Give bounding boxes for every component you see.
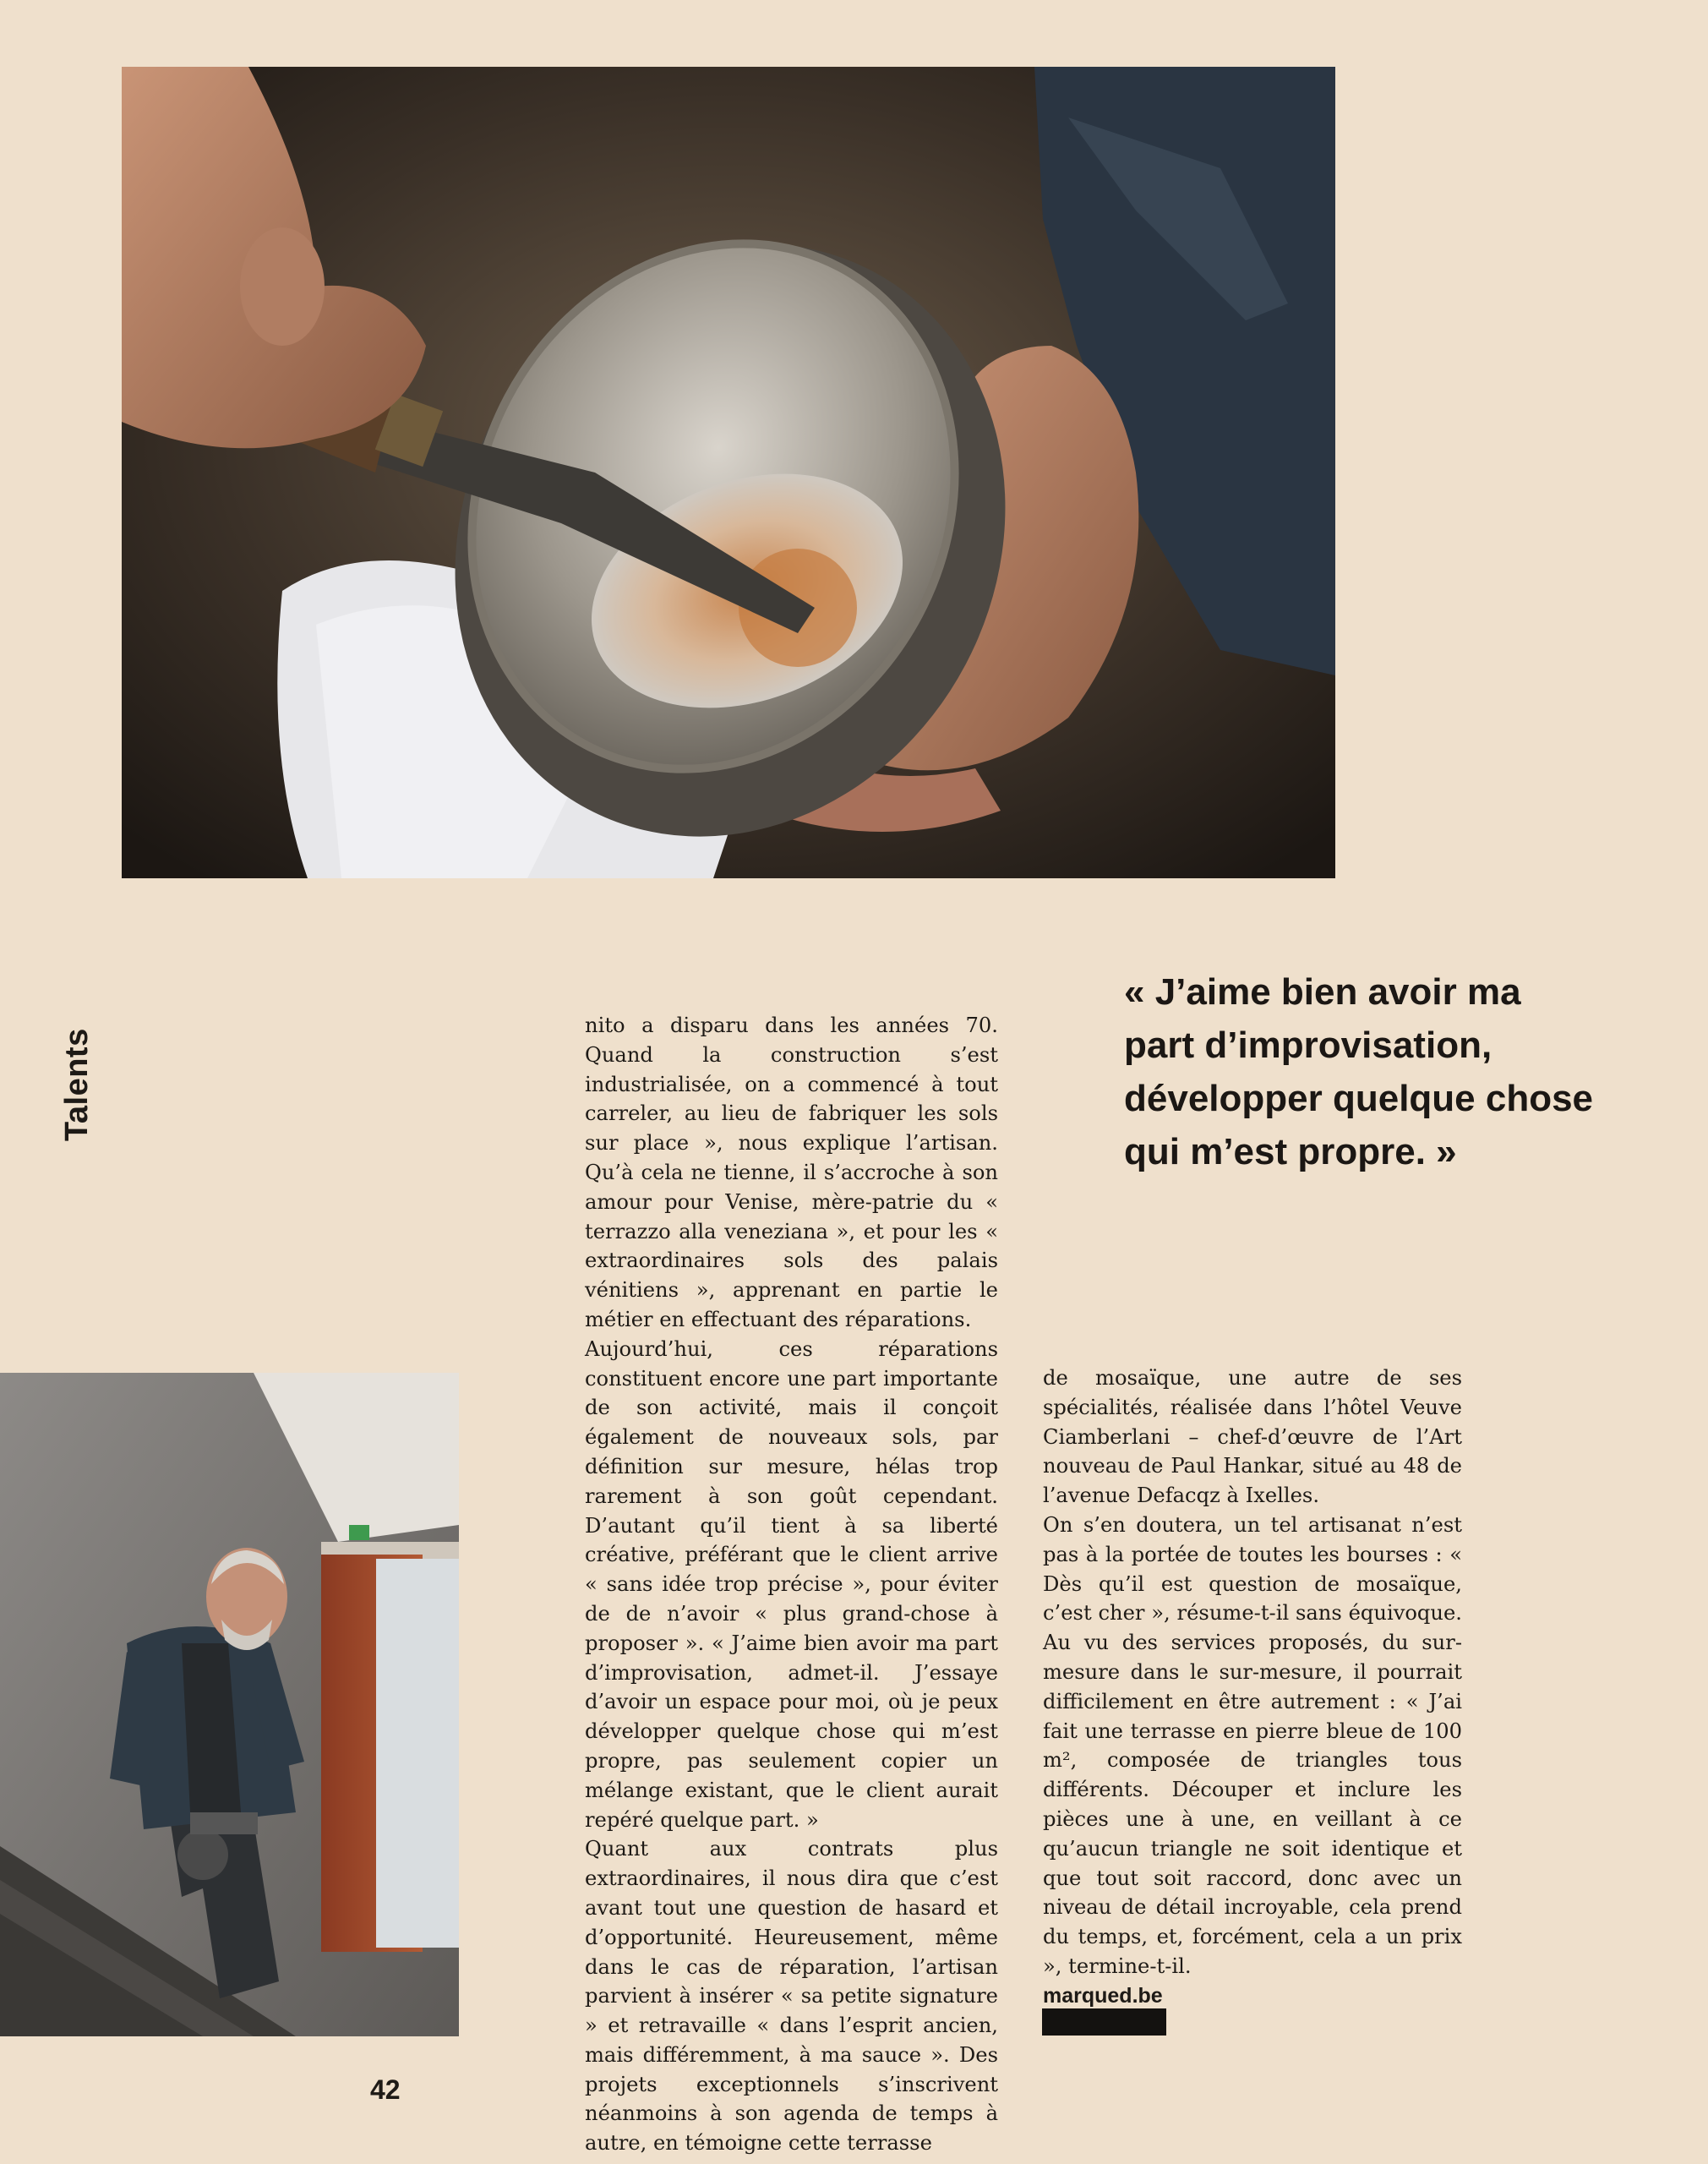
article-column-1 (585, 1011, 998, 2158)
article-end-bar (1042, 2008, 1166, 2036)
hero-photo-illustration (122, 67, 1335, 878)
article-paragraph: Quant aux contrats plus extraordinaires, il nous dira que c’est avant tout une question de hasard et d’opportunité. Heureusement, même dans le cas de réparation, l’artisan parvient à insérer « sa petite signature » et retravaille « dans l’esprit ancien, mais différemment, à ma sauce ». Des projets exceptionnels s’inscrivent néanmoins à son agenda de temps à autre, en témoigne cette terrasse (585, 1837, 998, 2156)
article-paragraph: On s’en doutera, un tel artisanat n’est pas à la portée de toutes les bourses : « Dès qu’il est question de mosaïque, c’est cher », résume-t-il sans équivoque. Au vu des services proposés, du sur-mesure dans le sur-mesure, il pourrait difficilement en être autrement : « J’ai fait une terrasse en pierre bleue de 100 m², composée de triangles tous différents. Découper et inclure les pièces une à une, en veillant à ce qu’aucun triangle ne soit identique et que tout soit raccord, donc avec un niveau de détail incroyable, cela prend du temps, et, forcément, cela a un prix », termine-t-il. (1043, 1512, 1462, 1978)
article-paragraph: Aujourd’hui, ces réparations constituent encore une part importante de son activité, mais il conçoit également de nouveaux sols, par définition sur mesure, hélas trop rarement à son goût cependant. D’autant qu’il tient à sa liberté créative, préférant que le client arrive « sans idée trop précise », pour éviter de de n’avoir « plus grand-chose à proposer ». « J’aime bien avoir ma part d’improvisation, admet-il. J’essaye d’avoir un espace pour moi, où je peux développer quelque chose qui m’est propre, pas seulement copier un mélange existant, que le client aurait repéré quelque part. » (585, 1336, 998, 1832)
portrait-photo-illustration (0, 1373, 459, 2036)
pull-quote: « J’aime bien avoir ma part d’improvisation, développer quelque chose qui m’est propre. » (1124, 971, 1594, 1172)
website-credit: marqued.be (1043, 1983, 1163, 2008)
page-number: 42 (370, 2074, 401, 2105)
hero-photo-bowl-and-trowel (122, 67, 1335, 878)
section-label: Talents (59, 1028, 95, 1141)
article-paragraph: nito a disparu dans les années 70. Quand la construction s’est industrialisée, on a commencé à tout carreler, au lieu de fabriquer les sols sur place », nous explique l’artisan. Qu’à cela ne tienne, il s’accroche à son amour pour Venise, mère-patrie du « terrazzo alla veneziana », et pour les « extraordinaires sols des palais vénitiens », apprenant en partie le métier en effectuant des réparations. (585, 1014, 998, 1331)
article-column-2 (1043, 1363, 1462, 2011)
portrait-photo-artisan (0, 1373, 459, 2036)
article-paragraph: de mosaïque, une autre de ses spécialités, réalisée dans l’hôtel Veuve Ciamberlani – chef-d’œuvre de l’Art nouveau de Paul Hankar, situé au 48 de l’avenue Defacqz à Ixelles. (1043, 1366, 1462, 1508)
